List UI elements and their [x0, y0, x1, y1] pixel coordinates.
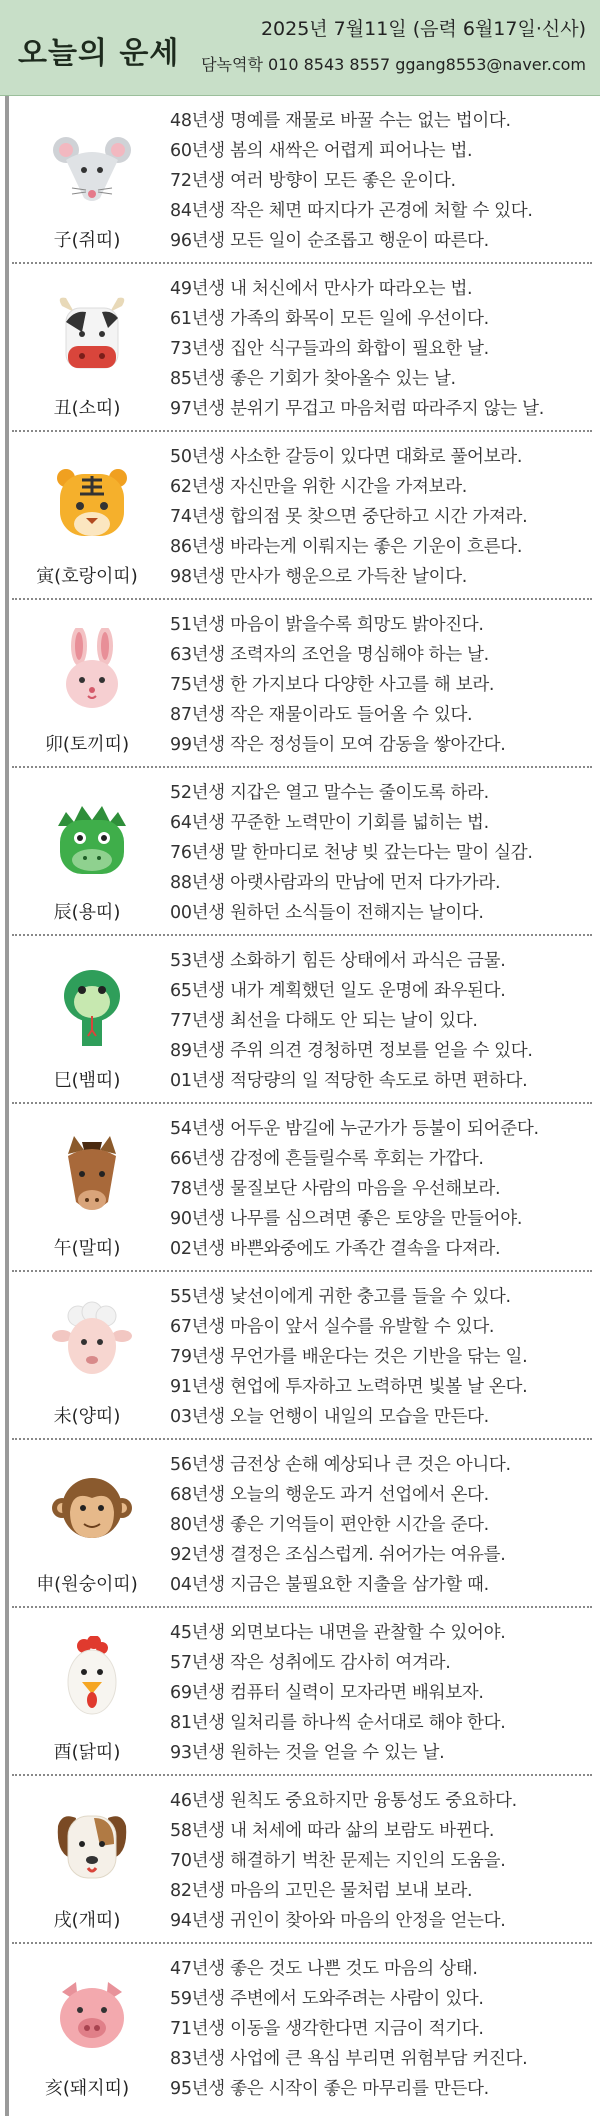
sheep-icon — [52, 1300, 132, 1384]
fortune-line: 59년생 주변에서 도와주려는 사람이 있다. — [170, 1989, 484, 2009]
fortune-line: 47년생 좋은 것도 나쁜 것도 마음의 상태. — [170, 1959, 478, 1979]
snake-icon — [52, 964, 132, 1048]
rat-icon — [52, 124, 132, 208]
animal-column — [12, 264, 162, 432]
fortune-line: 93년생 원하는 것을 얻을 수 있는 날. — [170, 1743, 445, 1763]
fortune-line: 66년생 감정에 흔들릴수록 후회는 가깝다. — [170, 1149, 484, 1169]
fortune-line: 52년생 지갑은 열고 말수는 줄이도록 하라. — [170, 783, 489, 803]
fortune-line: 64년생 꾸준한 노력만이 기회를 넓히는 법. — [170, 813, 489, 833]
fortune-lines — [170, 1114, 592, 1264]
left-rule — [5, 96, 9, 2116]
fortune-line: 76년생 말 한마디로 천냥 빚 갚는다는 말이 실감. — [170, 843, 533, 863]
pig-icon — [52, 1972, 132, 2056]
fortune-line: 87년생 작은 재물이라도 들어올 수 있다. — [170, 705, 473, 725]
fortune-line: 57년생 작은 성취에도 감사히 여겨라. — [170, 1653, 451, 1673]
fortune-lines — [170, 946, 592, 1096]
fortune-line: 62년생 자신만을 위한 시간을 가져보라. — [170, 477, 468, 497]
fortune-line: 65년생 내가 계획했던 일도 운명에 좌우된다. — [170, 981, 506, 1001]
zodiac-row-snake — [12, 936, 592, 1104]
fortune-line: 48년생 명예를 재물로 바꿀 수는 없는 법이다. — [170, 111, 511, 131]
animal-name: 酉(닭띠) — [53, 1742, 121, 1763]
rabbit-icon — [52, 628, 132, 712]
header — [0, 0, 600, 96]
fortune-line: 45년생 외면보다는 내면을 관찰할 수 있어야. — [170, 1623, 506, 1643]
fortune-line: 97년생 분위기 무겁고 마음처럼 따라주지 않는 날. — [170, 399, 545, 419]
fortune-line: 92년생 결정은 조심스럽게. 쉬어가는 여유를. — [170, 1545, 506, 1565]
fortune-line: 49년생 내 처신에서 만사가 따라오는 법. — [170, 279, 473, 299]
fortune-line: 88년생 아랫사람과의 만남에 먼저 다가가라. — [170, 873, 501, 893]
fortune-line: 75년생 한 가지보다 다양한 사고를 해 보라. — [170, 675, 495, 695]
fortune-line: 68년생 오늘의 행운도 과거 선업에서 온다. — [170, 1485, 489, 1505]
fortune-line: 89년생 주위 의견 경청하면 정보를 얻을 수 있다. — [170, 1041, 533, 1061]
fortune-line: 58년생 내 처세에 따라 삶의 보람도 바뀐다. — [170, 1821, 495, 1841]
animal-column — [12, 600, 162, 768]
animal-column — [12, 1608, 162, 1776]
fortune-line: 81년생 일처리를 하나씩 순서대로 해야 한다. — [170, 1713, 506, 1733]
fortune-line: 60년생 봄의 새싹은 어렵게 피어나는 법. — [170, 141, 473, 161]
fortune-line: 80년생 좋은 기억들이 편안한 시간을 준다. — [170, 1515, 489, 1535]
date-line: 2025년 7월11일 (음력 6월17일·신사) — [260, 18, 586, 40]
tiger-icon — [52, 460, 132, 544]
fortune-lines — [170, 1282, 592, 1432]
fortune-line: 67년생 마음이 앞서 실수를 유발할 수 있다. — [170, 1317, 495, 1337]
fortune-line: 46년생 원칙도 중요하지만 융통성도 중요하다. — [170, 1791, 517, 1811]
fortune-line: 71년생 이동을 생각한다면 지금이 적기다. — [170, 2019, 484, 2039]
fortune-line: 72년생 여러 방향이 모든 좋은 운이다. — [170, 171, 456, 191]
animal-column — [12, 1776, 162, 1944]
fortune-line: 99년생 작은 정성들이 모여 감동을 쌓아간다. — [170, 735, 506, 755]
fortune-lines — [170, 778, 592, 928]
animal-column — [12, 1944, 162, 2112]
fortune-line: 79년생 무언가를 배운다는 것은 기반을 닦는 일. — [170, 1347, 528, 1367]
fortune-line: 01년생 적당량의 일 적당한 속도로 하면 편하다. — [170, 1071, 528, 1091]
zodiac-row-tiger — [12, 432, 592, 600]
fortune-lines — [170, 1954, 592, 2104]
fortune-lines — [170, 1786, 592, 1936]
zodiac-row-pig — [12, 1944, 592, 2112]
fortune-lines — [170, 274, 592, 424]
fortune-line: 77년생 최선을 다해도 안 되는 날이 있다. — [170, 1011, 478, 1031]
fortune-line: 73년생 집안 식구들과의 화합이 필요한 날. — [170, 339, 489, 359]
zodiac-list — [12, 96, 592, 2112]
animal-name: 戌(개띠) — [53, 1910, 121, 1931]
animal-name: 丑(소띠) — [53, 398, 121, 419]
fortune-line: 74년생 합의점 못 찾으면 중단하고 시간 가져라. — [170, 507, 528, 527]
animal-name: 亥(돼지띠) — [44, 2078, 130, 2099]
fortune-line: 86년생 바라는게 이뤄지는 좋은 기운이 흐른다. — [170, 537, 523, 557]
page-title: 오늘의 운세 — [18, 36, 180, 71]
animal-name: 子(쥐띠) — [53, 230, 121, 251]
fortune-line: 61년생 가족의 화목이 모든 일에 우선이다. — [170, 309, 489, 329]
fortune-line: 69년생 컴퓨터 실력이 모자라면 배워보자. — [170, 1683, 484, 1703]
dog-icon — [52, 1804, 132, 1888]
fortune-line: 00년생 원하던 소식들이 전해지는 날이다. — [170, 903, 484, 923]
dragon-icon — [52, 796, 132, 880]
fortune-line: 50년생 사소한 갈등이 있다면 대화로 풀어보라. — [170, 447, 523, 467]
zodiac-row-monkey — [12, 1440, 592, 1608]
animal-name: 寅(호랑이띠) — [36, 566, 138, 587]
fortune-line: 94년생 귀인이 찾아와 마음의 안정을 얻는다. — [170, 1911, 506, 1931]
zodiac-row-dragon — [12, 768, 592, 936]
fortune-lines — [170, 1618, 592, 1768]
animal-name: 辰(용띠) — [53, 902, 121, 923]
zodiac-row-rooster — [12, 1608, 592, 1776]
fortune-line: 98년생 만사가 행운으로 가득찬 날이다. — [170, 567, 468, 587]
animal-name: 申(원숭이띠) — [36, 1574, 138, 1595]
zodiac-row-ox — [12, 264, 592, 432]
fortune-line: 03년생 오늘 언행이 내일의 모습을 만든다. — [170, 1407, 489, 1427]
ox-icon — [52, 292, 132, 376]
fortune-line: 85년생 좋은 기회가 찾아올수 있는 날. — [170, 369, 456, 389]
fortune-line: 54년생 어두운 밤길에 누군가가 등불이 되어준다. — [170, 1119, 539, 1139]
fortune-line: 95년생 좋은 시작이 좋은 마무리를 만든다. — [170, 2079, 489, 2099]
fortune-line: 78년생 물질보단 사람의 마음을 우선해보라. — [170, 1179, 501, 1199]
fortune-lines — [170, 610, 592, 760]
zodiac-row-rat — [12, 96, 592, 264]
fortune-line: 55년생 낯선이에게 귀한 충고를 들을 수 있다. — [170, 1287, 511, 1307]
animal-column — [12, 1272, 162, 1440]
zodiac-row-rabbit — [12, 600, 592, 768]
monkey-icon — [52, 1468, 132, 1552]
horse-icon — [52, 1132, 132, 1216]
contact-line: 담녹역학 010 8543 8557 ggang8553@naver.com — [201, 55, 586, 74]
zodiac-row-horse — [12, 1104, 592, 1272]
fortune-line: 56년생 금전상 손해 예상되나 큰 것은 아니다. — [170, 1455, 511, 1475]
fortune-line: 70년생 해결하기 벅찬 문제는 지인의 도움을. — [170, 1851, 506, 1871]
animal-column — [12, 1440, 162, 1608]
fortune-line: 63년생 조력자의 조언을 명심해야 하는 날. — [170, 645, 489, 665]
fortune-line: 82년생 마음의 고민은 물처럼 보내 보라. — [170, 1881, 473, 1901]
animal-name: 午(말띠) — [53, 1238, 121, 1259]
animal-column — [12, 96, 162, 264]
animal-name: 未(양띠) — [53, 1406, 121, 1427]
fortune-line: 90년생 나무를 심으려면 좋은 토양을 만들어야. — [170, 1209, 523, 1229]
rooster-icon — [52, 1636, 132, 1720]
fortune-line: 02년생 바쁜와중에도 가족간 결속을 다져라. — [170, 1239, 501, 1259]
animal-name: 卯(토끼띠) — [44, 734, 130, 755]
animal-column — [12, 768, 162, 936]
fortune-line: 83년생 사업에 큰 욕심 부리면 위험부담 커진다. — [170, 2049, 528, 2069]
zodiac-row-dog — [12, 1776, 592, 1944]
fortune-line: 04년생 지금은 불필요한 지출을 삼가할 때. — [170, 1575, 489, 1595]
animal-name: 巳(뱀띠) — [53, 1070, 121, 1091]
fortune-line: 91년생 현업에 투자하고 노력하면 빛볼 날 온다. — [170, 1377, 528, 1397]
fortune-lines — [170, 1450, 592, 1600]
fortune-lines — [170, 106, 592, 256]
fortune-line: 84년생 작은 체면 따지다가 곤경에 처할 수 있다. — [170, 201, 533, 221]
animal-column — [12, 1104, 162, 1272]
fortune-line: 53년생 소화하기 힘든 상태에서 과식은 금물. — [170, 951, 506, 971]
fortune-lines — [170, 442, 592, 592]
animal-column — [12, 432, 162, 600]
zodiac-row-sheep — [12, 1272, 592, 1440]
fortune-line: 96년생 모든 일이 순조롭고 행운이 따른다. — [170, 231, 489, 251]
animal-column — [12, 936, 162, 1104]
fortune-line: 51년생 마음이 밝을수록 희망도 밝아진다. — [170, 615, 484, 635]
